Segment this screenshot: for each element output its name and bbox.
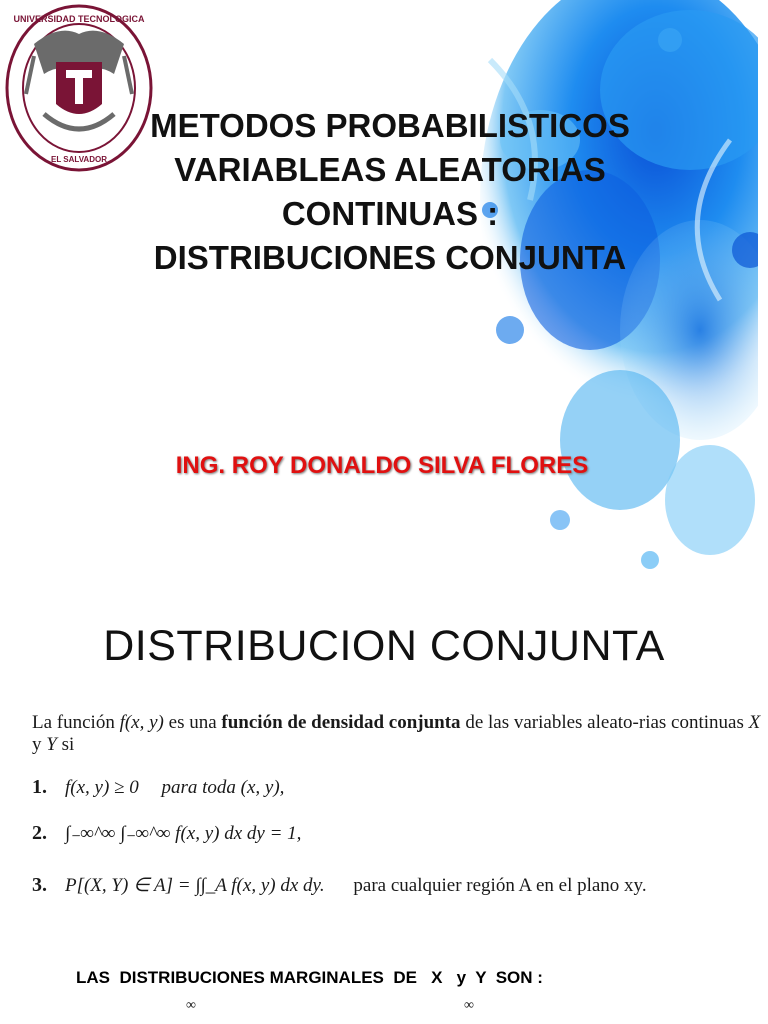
condition-number: 2. bbox=[32, 822, 47, 844]
condition-note: para cualquier región A en el plano xy. bbox=[353, 875, 647, 896]
blue-paint-splash-image bbox=[470, 0, 768, 578]
condition-note: para toda (x, y), bbox=[161, 777, 285, 798]
author-name: ING. ROY DONALDO SILVA FLORES bbox=[175, 452, 589, 479]
condition-expression: ∫₋∞^∞ ∫₋∞^∞ f(x, y) dx dy = 1, bbox=[65, 823, 302, 844]
scanned-definition bbox=[28, 706, 768, 916]
title-line: DISTRIBUCIONES CONJUNTA bbox=[153, 239, 627, 276]
definition-text: La función f(x, y) es una función de densidad conjunta de las variables aleato-rias continuas X y Y si bbox=[32, 712, 761, 755]
joint-distribution-slide bbox=[0, 580, 768, 1024]
svg-text:EL SALVADOR: EL SALVADOR bbox=[50, 155, 108, 164]
infinity-symbol: ∞ bbox=[464, 998, 474, 1013]
presentation-title bbox=[90, 104, 690, 280]
condition-expression: f(x, y) ≥ 0 bbox=[65, 777, 139, 798]
title-line: METODOS PROBABILISTICOS bbox=[150, 107, 630, 144]
svg-text:UNIVERSIDAD TECNOLOGICA: UNIVERSIDAD TECNOLOGICA bbox=[13, 14, 145, 24]
slide-heading: DISTRIBUCION CONJUNTA bbox=[103, 622, 665, 670]
infinity-symbol: ∞ bbox=[186, 998, 196, 1013]
condition-number: 3. bbox=[32, 874, 47, 896]
condition-item bbox=[32, 874, 647, 897]
condition-item bbox=[32, 776, 284, 799]
condition-number: 1. bbox=[32, 776, 47, 798]
marginals-caption: LAS DISTRIBUCIONES MARGINALES DE X y Y SON : bbox=[76, 968, 543, 987]
condition-expression: P[(X, Y) ∈ A] = ∫∫_A f(x, y) dx dy. bbox=[65, 875, 325, 896]
title-line: CONTINUAS : bbox=[281, 195, 499, 232]
condition-item bbox=[32, 822, 301, 845]
title-line: VARIABLEAS ALEATORIAS bbox=[174, 151, 606, 188]
